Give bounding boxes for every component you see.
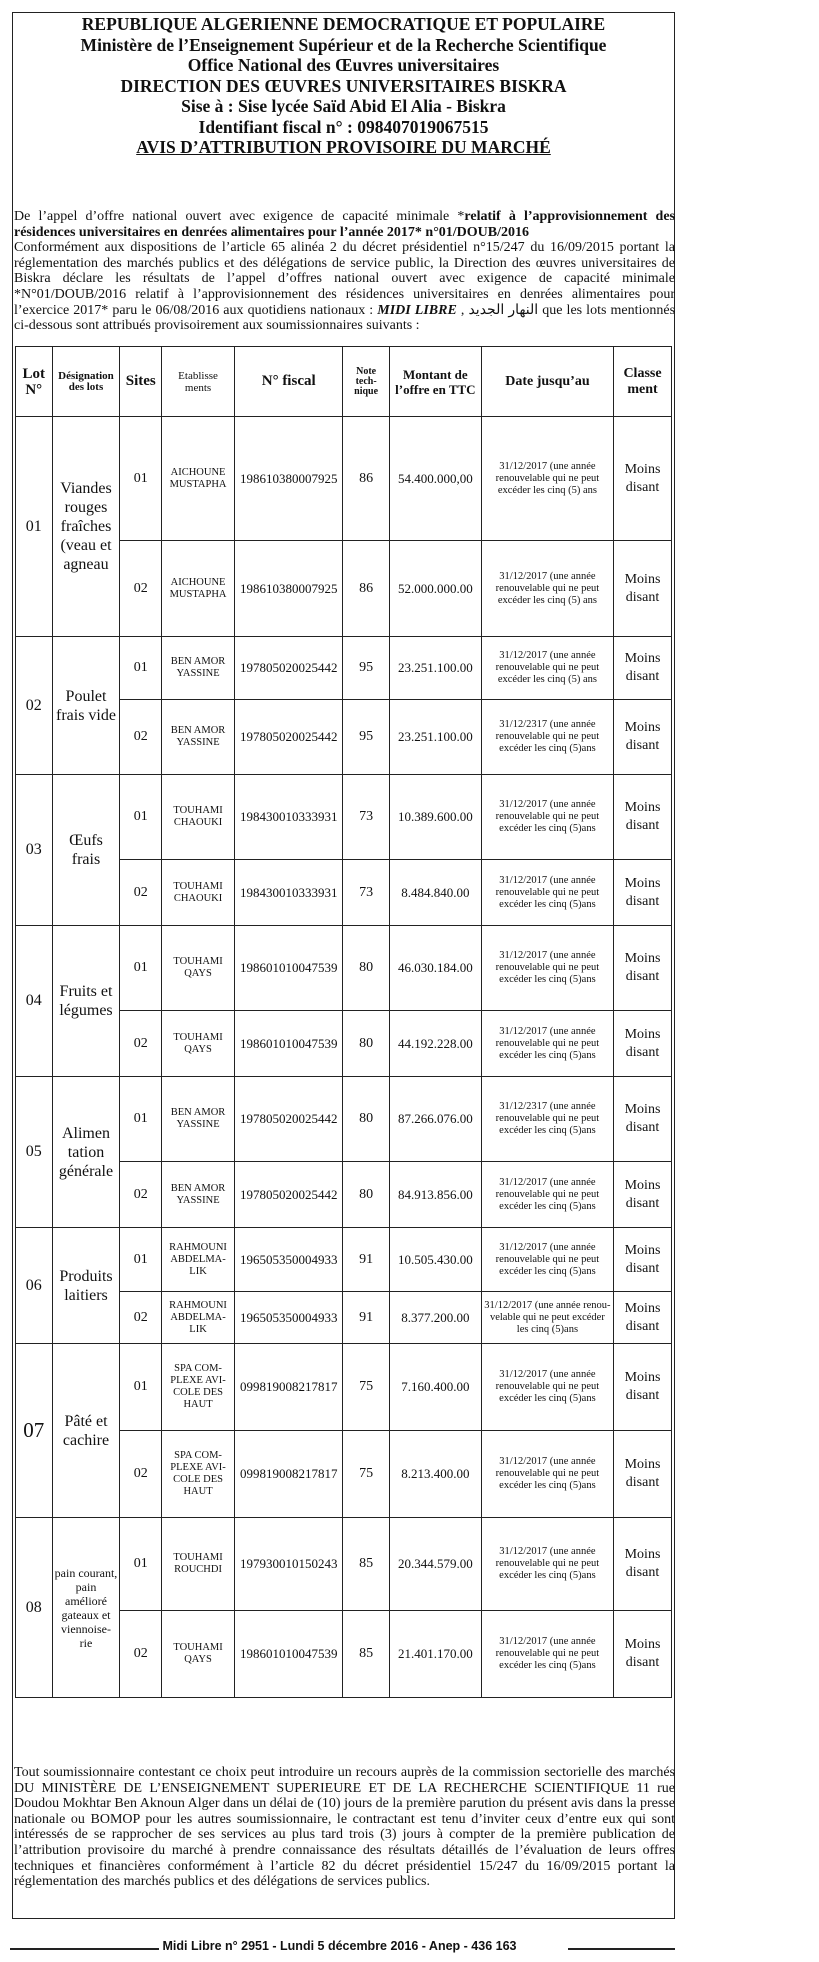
table-row [16, 775, 672, 860]
date-cell: 31/12/2017 (une année renouvelable qui ne peut excéder les cinq (5)ans [481, 1431, 613, 1518]
footer-text: Midi Libre n° 2951 - Lundi 5 décembre 2016 - Anep - 436 163 [159, 1939, 521, 1953]
site-cell: 01 [120, 1077, 162, 1162]
table-row [16, 1077, 672, 1162]
header-republic: REPUBLIQUE ALGERIENNE DEMOCRATIQUE ET POPULAIRE [81, 14, 606, 34]
table-row [16, 1518, 672, 1611]
intro-paragraph-2 [14, 240, 675, 334]
classement-cell: Moins disant [614, 775, 672, 860]
etablissement-cell: BEN AMOR YASSINE [162, 637, 235, 700]
montant-cell: 44.192.228.00 [389, 1011, 481, 1077]
fiscal-cell: 197805020025442 [235, 700, 343, 775]
note-cell: 91 [343, 1292, 390, 1344]
etablissement-cell: TOUHAMI CHAOUKI [162, 775, 235, 860]
note-cell: 73 [343, 775, 390, 860]
notice-header [13, 13, 674, 158]
site-cell: 02 [120, 1431, 162, 1518]
montant-cell: 46.030.184.00 [389, 926, 481, 1011]
date-cell: 31/12/2017 (une année renouvelable qui ne peut excéder les cinq (5)ans [481, 775, 613, 860]
etablissement-cell: TOUHAMI ROUCHDI [162, 1518, 235, 1611]
classement-cell: Moins disant [614, 1011, 672, 1077]
note-cell: 86 [343, 417, 390, 541]
lot-number: 04 [16, 926, 53, 1077]
etablissement-cell: SPA COM- PLEXE AVI- COLE DES HAUT [162, 1344, 235, 1431]
col-header-montant: Montant de l’offre en TTC [389, 347, 481, 417]
site-cell: 02 [120, 541, 162, 637]
fiscal-cell: 198430010333931 [235, 860, 343, 926]
date-cell: 31/12/2017 (une année renouvelable qui ne peut excéder les cinq (5)ans [481, 860, 613, 926]
etablissement-cell: BEN AMOR YASSINE [162, 1162, 235, 1228]
site-cell: 01 [120, 775, 162, 860]
classement-cell: Moins disant [614, 1162, 672, 1228]
header-ministry: Ministère de l’Enseignement Supérieur et de la Recherche Scientifique [80, 34, 607, 55]
note-cell: 80 [343, 1011, 390, 1077]
col-header-etablissements: Etablisse ments [162, 347, 235, 417]
etablissement-cell: BEN AMOR YASSINE [162, 1077, 235, 1162]
note-cell: 85 [343, 1518, 390, 1611]
lot-number: 03 [16, 775, 53, 926]
montant-cell: 10.505.430.00 [389, 1228, 481, 1292]
etablissement-cell: TOUHAMI CHAOUKI [162, 860, 235, 926]
date-cell: 31/12/2017 (une année renouvelable qui ne peut excéder les cinq (5)ans [481, 926, 613, 1011]
header-office: Office National des Œuvres universitaires [187, 55, 500, 75]
date-cell: 31/12/2017 (une année renouvelable qui ne peut excéder les cinq (5)ans [481, 1518, 613, 1611]
lot-designation: Œufs frais [52, 775, 120, 926]
table-row [16, 417, 672, 541]
fiscal-cell: 198601010047539 [235, 1611, 343, 1698]
site-cell: 01 [120, 417, 162, 541]
etablissement-cell: AICHOUNE MUSTAPHA [162, 417, 235, 541]
intro-p2-a: Conformément aux dispositions de l’article 65 alinéa 2 du décret présidentiel n°15/247 du 16/09/2015 portant la réglementation des marchés publics et des délégations de service public, la Direction des œuvres universitaires de Biskra déclare les résultats de l’appel d’offres national ouvert avec exigence de capacité minimale *N°01/DOUB/2016 relatif à l’approvisionnement des résidences universitaires en denrées alimentaires pour l’exercice 2017* paru le 06/08/2016 aux quotidiens nationaux : [14, 240, 675, 318]
lot-number: 08 [16, 1518, 53, 1698]
col-header-designation: Désignation des lots [52, 347, 120, 417]
montant-cell: 10.389.600.00 [389, 775, 481, 860]
notice-frame [12, 12, 675, 1919]
etablissement-cell: TOUHAMI QAYS [162, 926, 235, 1011]
table-header-row [16, 347, 672, 417]
fiscal-cell: 198430010333931 [235, 775, 343, 860]
classement-cell: Moins disant [614, 926, 672, 1011]
lot-designation: pain courant, pain amélioré gateaux et viennoise- rie [52, 1518, 120, 1698]
col-header-sites: Sites [120, 347, 162, 417]
classement-cell: Moins disant [614, 860, 672, 926]
site-cell: 01 [120, 1518, 162, 1611]
classement-cell: Moins disant [614, 1228, 672, 1292]
montant-cell: 8.484.840.00 [389, 860, 481, 926]
lot-designation: Pâté et cachire [52, 1344, 120, 1518]
fiscal-cell: 198610380007925 [235, 417, 343, 541]
header-direction: DIRECTION DES ŒUVRES UNIVERSITAIRES BISKRA [120, 75, 567, 96]
site-cell: 02 [120, 1292, 162, 1344]
col-header-date: Date jusqu’au [481, 347, 613, 417]
etablissement-cell: RAHMOUNI ABDELMA- LIK [162, 1292, 235, 1344]
site-cell: 02 [120, 1011, 162, 1077]
note-cell: 86 [343, 541, 390, 637]
lot-designation: Poulet frais vide [52, 637, 120, 775]
col-header-lot: Lot N° [16, 347, 53, 417]
etablissement-cell: TOUHAMI QAYS [162, 1611, 235, 1698]
lot-number: 05 [16, 1077, 53, 1228]
montant-cell: 20.344.579.00 [389, 1518, 481, 1611]
lot-number: 02 [16, 637, 53, 775]
montant-cell: 54.400.000,00 [389, 417, 481, 541]
col-header-note: Note tech- nique [343, 347, 390, 417]
classement-cell: Moins disant [614, 1611, 672, 1698]
intro-p1-normal: De l’appel d’offre national ouvert avec exigence de capacité minimale * [14, 209, 465, 224]
lot-number: 01 [16, 417, 53, 637]
site-cell: 01 [120, 1228, 162, 1292]
site-cell: 02 [120, 1611, 162, 1698]
date-cell: 31/12/2017 (une année renou- velable qui ne peut excéder les cinq (5)ans [481, 1292, 613, 1344]
date-cell: 31/12/2017 (une année renouvelable qui ne peut excéder les cinq (5)ans [481, 1344, 613, 1431]
lot-number: 07 [16, 1344, 53, 1518]
intro-paragraph-1 [14, 209, 675, 240]
etablissement-cell: TOUHAMI QAYS [162, 1011, 235, 1077]
montant-cell: 23.251.100.00 [389, 637, 481, 700]
etablissement-cell: RAHMOUNI ABDELMA- LIK [162, 1228, 235, 1292]
classement-cell: Moins disant [614, 1077, 672, 1162]
classement-cell: Moins disant [614, 1431, 672, 1518]
site-cell: 01 [120, 637, 162, 700]
note-cell: 80 [343, 1077, 390, 1162]
montant-cell: 21.401.170.00 [389, 1611, 481, 1698]
fiscal-cell: 099819008217817 [235, 1431, 343, 1518]
montant-cell: 84.913.856.00 [389, 1162, 481, 1228]
publication-footer [0, 1939, 749, 1953]
site-cell: 02 [120, 860, 162, 926]
fiscal-cell: 197805020025442 [235, 1077, 343, 1162]
site-cell: 01 [120, 1344, 162, 1431]
note-cell: 75 [343, 1431, 390, 1518]
classement-cell: Moins disant [614, 541, 672, 637]
newspaper-midi-libre: MIDI LIBRE [377, 302, 457, 318]
site-cell: 02 [120, 700, 162, 775]
montant-cell: 7.160.400.00 [389, 1344, 481, 1431]
site-cell: 02 [120, 1162, 162, 1228]
fiscal-cell: 198610380007925 [235, 541, 343, 637]
site-cell: 01 [120, 926, 162, 1011]
notice-title: AVIS D’ATTRIBUTION PROVISOIRE DU MARCHÉ [136, 137, 551, 157]
classement-cell: Moins disant [614, 417, 672, 541]
col-header-fiscal: N° fiscal [235, 347, 343, 417]
etablissement-cell: SPA COM- PLEXE AVI- COLE DES HAUT [162, 1431, 235, 1518]
date-cell: 31/12/2017 (une année renouvelable qui ne peut excéder les cinq (5)ans [481, 1011, 613, 1077]
classement-cell: Moins disant [614, 637, 672, 700]
note-cell: 91 [343, 1228, 390, 1292]
fiscal-cell: 099819008217817 [235, 1344, 343, 1431]
montant-cell: 87.266.076.00 [389, 1077, 481, 1162]
date-cell: 31/12/2017 (une année renouvelable qui ne peut excéder les cinq (5)ans [481, 1611, 613, 1698]
montant-cell: 8.213.400.00 [389, 1431, 481, 1518]
note-cell: 95 [343, 700, 390, 775]
date-cell: 31/12/2017 (une année renouvelable qui ne peut excéder les cinq (5) ans [481, 417, 613, 541]
intro-p1-bold: relatif à l’approvisionnement des résidences universitaires en denrées alimentaires pour l’année 2017* n°01/DOUB/2016 [14, 209, 675, 240]
montant-cell: 23.251.100.00 [389, 700, 481, 775]
fiscal-cell: 197805020025442 [235, 637, 343, 700]
note-cell: 75 [343, 1344, 390, 1431]
fiscal-cell: 198601010047539 [235, 1011, 343, 1077]
lot-designation: Produits laitiers [52, 1228, 120, 1344]
fiscal-cell: 196505350004933 [235, 1228, 343, 1292]
classement-cell: Moins disant [614, 1518, 672, 1611]
intro-p2-b: que les lots mentionnés ci-dessous sont attribués provisoirement aux soumissionnaires suivants : [14, 302, 676, 334]
closing-text [13, 1765, 675, 1890]
lot-designation: Viandes rouges fraîches (veau et agneau [52, 417, 120, 637]
lot-designation: Alimen tation générale [52, 1077, 120, 1228]
date-cell: 31/12/2017 (une année renouvelable qui ne peut excéder les cinq (5) ans [481, 637, 613, 700]
note-cell: 80 [343, 1162, 390, 1228]
note-cell: 73 [343, 860, 390, 926]
fiscal-cell: 198601010047539 [235, 926, 343, 1011]
date-cell: 31/12/2317 (une année renouvelable qui ne peut excéder les cinq (5)ans [481, 1077, 613, 1162]
note-cell: 95 [343, 637, 390, 700]
table-row [16, 926, 672, 1011]
date-cell: 31/12/2017 (une année renouvelable qui ne peut excéder les cinq (5)ans [481, 1162, 613, 1228]
lots-table [15, 346, 672, 1698]
col-header-classement: Classe ment [614, 347, 672, 417]
table-row [16, 637, 672, 700]
header-fiscal-id: Identifiant fiscal n° : 098407019067515 [198, 116, 489, 137]
date-cell: 31/12/2017 (une année renouvelable qui ne peut excéder les cinq (5)ans [481, 1228, 613, 1292]
lot-number: 06 [16, 1228, 53, 1344]
fiscal-cell: 196505350004933 [235, 1292, 343, 1344]
table-row [16, 1228, 672, 1292]
classement-cell: Moins disant [614, 1292, 672, 1344]
fiscal-cell: 197930010150243 [235, 1518, 343, 1611]
montant-cell: 52.000.000.00 [389, 541, 481, 637]
fiscal-cell: 197805020025442 [235, 1162, 343, 1228]
etablissement-cell: BEN AMOR YASSINE [162, 700, 235, 775]
lot-designation: Fruits et légumes [52, 926, 120, 1077]
header-address: Sise à : Sise lycée Saïd Abid El Alia - Biskra [181, 96, 506, 116]
table-row [16, 1344, 672, 1431]
note-cell: 80 [343, 926, 390, 1011]
date-cell: 31/12/2317 (une année renouvelable qui ne peut excéder les cinq (5)ans [481, 700, 613, 775]
date-cell: 31/12/2017 (une année renouvelable qui ne peut excéder les cinq (5) ans [481, 541, 613, 637]
etablissement-cell: AICHOUNE MUSTAPHA [162, 541, 235, 637]
newspaper-ennahar: , النهار الجديد [456, 302, 543, 318]
intro-text [13, 209, 675, 334]
closing-paragraph: Tout soumissionnaire contestant ce choix peut introduire un recours auprès de la commission sectorielle des marchés DU MINISTÈRE DE L’ENSEIGNEMENT SUPERIEURE ET DE LA RECHERCHE SCIENTIFIQUE 11 rue Doudou Mokhtar Ben Aknoun Alger dans un délai de (10) jours de la première parution du présent avis dans la presse nationale ou BOMOP pour les autres soumissionnaire, le contractant est tenu d’inviter ceux d’entre eux qui sont intéressés de se rapprocher de ses services au plus tard trois (3) jours à compter de la première publication de l’attribution provisoire du marché à prendre connaissance des résultats détaillés de l’évaluation de leurs offres techniques et financières conformément à l’article 82 du décret présidentiel 15/247 du 16/09/2015 portant la réglementation des marchés publics et des délégations de services publics. [14, 1765, 675, 1890]
classement-cell: Moins disant [614, 700, 672, 775]
montant-cell: 8.377.200.00 [389, 1292, 481, 1344]
classement-cell: Moins disant [614, 1344, 672, 1431]
note-cell: 85 [343, 1611, 390, 1698]
